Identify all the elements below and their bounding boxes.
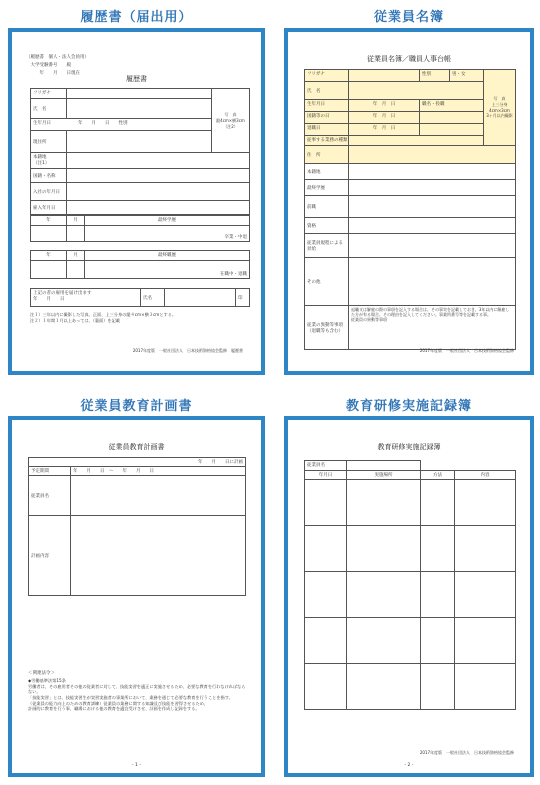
education-status: 卒業・中退 — [85, 226, 250, 242]
panel-heading: 従業員名簿 — [373, 10, 444, 25]
row-label: 従業の異動等事項 （退職等も含む） — [305, 306, 349, 350]
column-header: 最終職歴 — [85, 251, 250, 261]
row-label: 入社の年月日 — [31, 183, 67, 201]
row-label: 退職日 — [305, 124, 349, 136]
row-label: 従事する業務の種類 — [305, 136, 349, 146]
column-header: 実施場所 — [347, 471, 421, 480]
document-title: 従業員教育計画書 — [108, 443, 165, 451]
row-label: 氏 名 — [31, 99, 67, 119]
row-label: 計画内容 — [29, 516, 71, 596]
declaration-text: 上記の者の雇用を届け出ます 年 月 日 — [31, 289, 141, 307]
form-notes: 注１）三年以内に撮影した写真、正面、上三分身の縦４cm×横３cmとする。 注２）１年間１月以上あっては、（裏面）を記載 — [30, 312, 177, 323]
column-header: 月 — [67, 251, 85, 261]
column-header: 方法 — [421, 471, 455, 480]
plan-table — [28, 457, 246, 596]
document-title: 教育研修実施記録簿 — [377, 443, 441, 451]
gender-value: 男・女 — [450, 70, 484, 82]
row-label: 本籍地 — [305, 164, 349, 180]
panel-heading: 教育研修実施記録簿 — [345, 399, 472, 414]
declaration-table — [30, 288, 250, 307]
panel-heading: 履歴書（届出用） — [80, 10, 193, 25]
column-header: 最終学歴 — [85, 216, 250, 226]
panel-kyoiku — [8, 390, 265, 780]
plan-date: 年 月 日に計画 — [29, 458, 246, 467]
period-value: 年 月 日 〜 年 月 日 — [71, 467, 246, 476]
document-title: 従業員名簿／職員人事台帳 — [367, 55, 451, 63]
row-label: フリガナ — [305, 70, 349, 82]
panel-heading: 従業員教育計画書 — [80, 399, 193, 414]
photo-box: 写 真 上三分身 4cm×3cm 3ヶ月以内撮影 — [484, 70, 516, 146]
name-label: 氏名 — [141, 289, 165, 307]
row-label: 生年月日 年 月 日 性別 — [31, 119, 212, 131]
row-label: 国籍・名称 — [31, 169, 67, 183]
row-value: 年 月 日 — [349, 100, 420, 112]
training-record-table — [304, 460, 516, 710]
document-page — [8, 416, 265, 777]
position-label: 職名・役職 — [420, 100, 484, 112]
legal-notes: ◆労働基準法第15条 労働者は、その雇用者その他の従業者に対して、技能実習を適正に実施させるため、必要な教育を行わなければならない。 「技能実習」とは、技能実習生が実習実施者の事業所において、業務を通じて必要な教育を行うことを指す。 （従業員の能力向上のための教育訓練）従業員の業務に関する知識及び技能を習得させるため、 計画的に教育を行う事、職場における他の教育を適宜受けさせ、計画を作成し記録をする。 — [28, 678, 246, 712]
row-label: 現住所 — [31, 131, 67, 153]
form-footer: 2017年度版 一般社団法人 日本技術資格協会監修 — [419, 750, 514, 755]
education-table — [30, 215, 250, 242]
column-header: 年月日 — [305, 471, 347, 480]
row-label: 従業員名 — [305, 461, 347, 471]
row-label: 資格 — [305, 218, 349, 234]
form-footer: 2017年度版 一般社団法人 日本技術資格協会監修 — [419, 348, 514, 353]
table-row — [305, 526, 516, 572]
document-title: 履歴書 — [126, 75, 147, 83]
row-label: 本籍地 （注1） — [31, 153, 67, 169]
gender-label: 性別 — [420, 70, 450, 82]
column-header: 年 — [31, 216, 67, 226]
row-label: フリガナ — [31, 89, 67, 99]
panel-rirekisho — [8, 0, 265, 380]
career-status: 在職中・退職 — [85, 261, 250, 279]
column-header: 内容 — [455, 471, 516, 480]
row-label: 生年月日 — [305, 100, 349, 112]
row-label: 最終学歴 — [305, 180, 349, 196]
table-row — [305, 572, 516, 618]
row-label: 住 所 — [305, 146, 349, 164]
table-row — [305, 618, 516, 664]
notes-title: ＜関連法令＞ — [28, 671, 55, 676]
panel-meibo — [284, 0, 534, 380]
row-label: 氏 名 — [305, 82, 349, 100]
row-label: 予定期間 — [29, 467, 71, 476]
photo-box: 写 真 縦4cm×横3cm （注2） — [212, 89, 250, 153]
row-label: 国籍等の日 — [305, 112, 349, 124]
panel-kenshu — [284, 390, 534, 780]
table-row — [305, 664, 516, 710]
page-number: - 1 - — [132, 763, 141, 768]
row-value: 年 月 日 — [349, 112, 420, 124]
column-header: 年 — [31, 251, 67, 261]
row-label: その他 — [305, 258, 349, 306]
form-header-3: 年 月 日現在 — [26, 71, 80, 76]
form-header-2: 大学受験番号 殿 — [26, 63, 71, 68]
page-number: - 2 - — [404, 763, 414, 768]
document-page — [284, 416, 534, 777]
career-table — [30, 250, 250, 279]
column-header: 月 — [67, 216, 85, 226]
row-label: 前職 — [305, 196, 349, 218]
personal-info-table — [30, 88, 250, 215]
row-label: 従業員名 — [29, 476, 71, 516]
row-label: 雇入年月日 — [31, 201, 67, 215]
row-value: 年 月 日 — [349, 124, 420, 136]
row-label: 従業員規程による昇給 — [305, 234, 349, 258]
form-header-1: （履歴書 個人・法人会員用） — [26, 55, 89, 60]
seal-label: 印 — [236, 289, 250, 307]
remarks-text: 退職又は解雇の際の事項を記入する場合は、その事実を記載しておき、3年以内に解雇した方が有る場合、その理由を記入してください。事業所番号等を記載する事。 従業員の異動等事項 — [349, 306, 516, 350]
document-page — [284, 28, 534, 375]
form-footer: 2017年度版 一般社団法人 日本技術資格協会監修 履歴書 — [132, 348, 243, 353]
table-row — [305, 480, 516, 526]
document-page — [8, 28, 265, 375]
employee-register-table — [304, 69, 516, 350]
